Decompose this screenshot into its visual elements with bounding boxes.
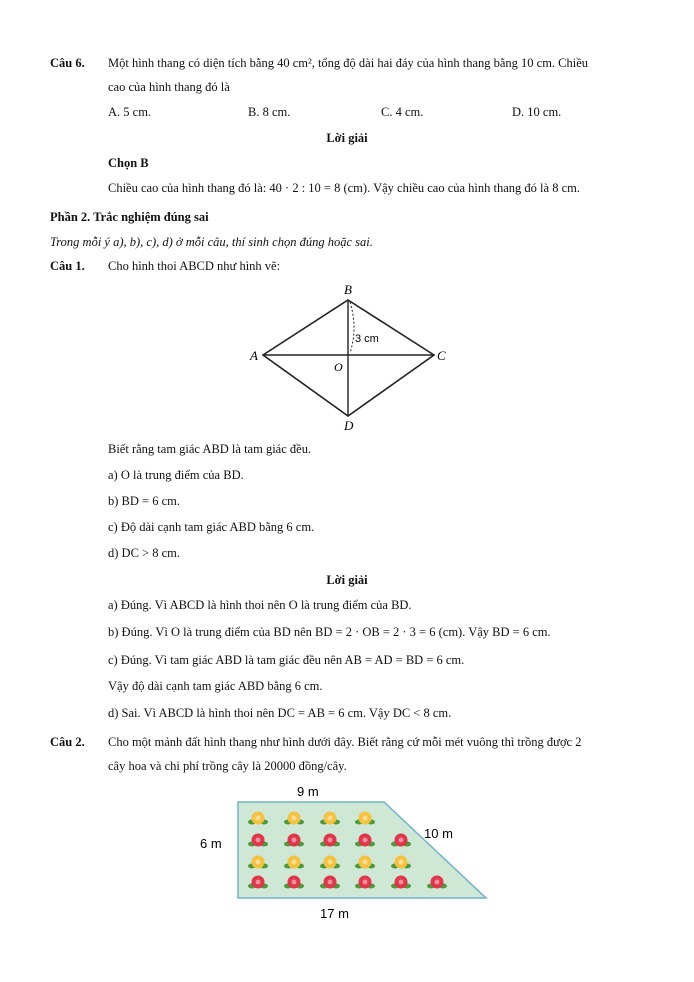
item-c: c) Độ dài cạnh tam giác ABD bằng 6 cm. bbox=[108, 520, 315, 534]
question-2-text-line2: cây hoa và chi phí trồng cây là 20000 đồng/cây. bbox=[108, 759, 347, 773]
question-2-text-line1: Cho một mảnh đất hình thang như hình dưới đây. Biết rằng cứ mỗi mét vuông thì trồng được 2 bbox=[108, 735, 582, 749]
slant-length-label: 10 m bbox=[424, 826, 453, 841]
label-d: D bbox=[344, 418, 354, 433]
option-a: A. 5 cm. bbox=[108, 105, 152, 119]
answer-choice: Chọn B bbox=[108, 156, 149, 170]
rhombus-figure bbox=[0, 278, 694, 438]
solution-c: c) Đúng. Vì tam giác ABD là tam giác đều nên AB = AD = BD = 6 cm. bbox=[108, 653, 465, 667]
solution-6-text: Chiều cao của hình thang đó là: 40 · 2 : 10 = 8 (cm). Vậy chiều cao của hình thang đó là 8 cm. bbox=[108, 181, 580, 195]
measure-label: 3 cm bbox=[355, 333, 379, 345]
trapezoid-garden-figure bbox=[0, 778, 694, 928]
left-length-label: 6 m bbox=[200, 836, 222, 851]
solution-a: a) Đúng. Vì ABCD là hình thoi nên O là trung điểm của BD. bbox=[108, 598, 412, 612]
question-1-text: Cho hình thoi ABCD như hình vẽ: bbox=[108, 259, 281, 273]
question-1-label: Câu 1. bbox=[50, 259, 85, 273]
solution-heading-1: Lời giải bbox=[326, 573, 368, 587]
label-b: B bbox=[344, 282, 352, 297]
solution-c-conclusion: Vậy độ dài cạnh tam giác ABD bằng 6 cm. bbox=[108, 679, 323, 693]
label-c: C bbox=[437, 348, 446, 363]
question-6-label: Câu 6. bbox=[50, 56, 85, 70]
label-o: O bbox=[334, 360, 343, 374]
top-length-label: 9 m bbox=[297, 784, 319, 799]
given-text: Biết rằng tam giác ABD là tam giác đều. bbox=[108, 442, 312, 456]
solution-b: b) Đúng. Vì O là trung điểm của BD nên BD = 2 · OB = 2 · 3 = 6 (cm). Vậy BD = 6 cm. bbox=[108, 625, 551, 639]
option-c: C. 4 cm. bbox=[381, 105, 424, 119]
question-2-label: Câu 2. bbox=[50, 735, 85, 749]
option-d: D. 10 cm. bbox=[512, 105, 562, 119]
solution-d: d) Sai. Vì ABCD là hình thoi nên DC = AB = 6 cm. Vậy DC < 8 cm. bbox=[108, 706, 452, 720]
section-title: Phần 2. Trắc nghiệm đúng sai bbox=[50, 210, 209, 224]
label-a: A bbox=[250, 348, 258, 363]
item-a: a) O là trung điểm của BD. bbox=[108, 468, 244, 482]
bottom-length-label: 17 m bbox=[320, 906, 349, 921]
item-b: b) BD = 6 cm. bbox=[108, 494, 180, 508]
question-6-text-line1: Một hình thang có diện tích bằng 40 cm², tổng độ dài hai đáy của hình thang bằng 10 cm. Chiều bbox=[108, 56, 589, 70]
section-instruction: Trong mỗi ý a), b), c), d) ở mỗi câu, thí sinh chọn đúng hoặc sai. bbox=[50, 235, 373, 249]
solution-heading-6: Lời giải bbox=[326, 131, 368, 145]
option-b: B. 8 cm. bbox=[248, 105, 291, 119]
item-d: d) DC > 8 cm. bbox=[108, 546, 180, 560]
question-6-text-line2: cao của hình thang đó là bbox=[108, 80, 230, 94]
